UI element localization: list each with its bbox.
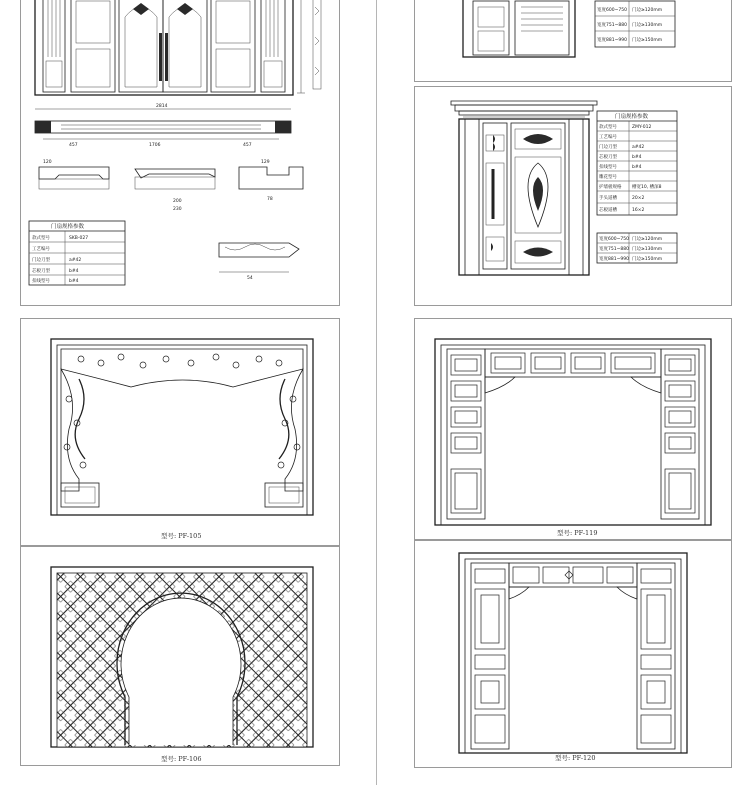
spec-key: 芯板刀型	[32, 269, 50, 274]
door-drawing-sheet-top-right	[414, 0, 732, 82]
dim-label: 2814	[156, 104, 168, 109]
spec-key: 款式型号	[32, 236, 50, 241]
spec-key: 工艺编号	[599, 135, 617, 140]
moon-gate-lattice-drawing	[21, 547, 340, 766]
spec-key: 工艺编号	[32, 247, 50, 252]
width-key: 宽度751~880	[597, 23, 627, 28]
spec-value: b#4	[632, 155, 642, 160]
door-elevation-partial	[415, 0, 732, 82]
spec-key: 款式型号	[599, 125, 617, 130]
spec-key: 芯板道槽	[599, 208, 617, 213]
width-key: 宽度600~750	[597, 8, 627, 13]
dim-label: 457	[243, 143, 252, 148]
spec-table-title: 门扇规格参数	[51, 224, 85, 230]
arch-sheet-pf120	[414, 540, 732, 768]
spec-table-title: 门扇规格参数	[615, 114, 649, 120]
dim-label: 230	[173, 207, 182, 212]
arch-sheet-pf119	[414, 318, 732, 540]
width-value: 门边≥130mm	[632, 23, 663, 28]
spec-value: a#42	[69, 258, 82, 263]
spec-key: 门边刀型	[32, 258, 50, 263]
width-value: 门边≥120mm	[632, 237, 663, 242]
model-label: 型号: PF-105	[161, 532, 202, 540]
width-key: 宽度751~880	[599, 247, 629, 252]
vertical-divider	[376, 0, 377, 785]
spec-value: 槽宽10, 槽深8	[632, 185, 662, 190]
spec-value: 20×2	[632, 196, 645, 201]
width-key: 宽度881~990	[597, 38, 627, 43]
arch-sheet-pf106	[20, 546, 340, 766]
door-drawing-sheet-zmy012	[414, 86, 732, 306]
door-spec-table-zmy	[597, 111, 677, 215]
dim-label: 120	[43, 160, 52, 165]
spec-value: a#42	[632, 145, 645, 150]
dim-label: 54	[247, 276, 253, 281]
model-label: 型号: PF-119	[557, 529, 598, 537]
width-key: 宽度881~990	[599, 257, 629, 262]
spec-key: 手头道槽	[599, 196, 617, 201]
door-drawing-sheet-skb027	[20, 0, 340, 306]
spec-value: b#4	[632, 165, 642, 170]
spec-value: b#4	[69, 279, 79, 284]
spec-key: 雕花型号	[599, 175, 617, 180]
width-value: 门边≥150mm	[632, 38, 663, 43]
lattice-arch-drawing	[415, 319, 732, 540]
spec-value: b#4	[69, 269, 79, 274]
model-label: 型号: PF-120	[555, 754, 596, 762]
door-elevation-drawing	[21, 0, 340, 306]
spec-key: 芯板刀型	[599, 155, 617, 160]
door-spec-table	[29, 221, 125, 285]
width-value: 门边≥150mm	[632, 257, 663, 262]
spec-key: 门边刀型	[599, 145, 617, 150]
spec-value: ZMY-012	[632, 125, 652, 130]
arch-sheet-pf105	[20, 318, 340, 546]
spec-value: SKB-027	[69, 236, 89, 241]
model-label: 型号: PF-106	[161, 755, 202, 763]
spec-value: 16×2	[632, 208, 645, 213]
dim-label: 457	[69, 143, 78, 148]
door-elevation-with-cornice	[415, 87, 732, 306]
dim-label: 200	[173, 199, 182, 204]
width-value: 门边≥120mm	[632, 8, 663, 13]
spec-key: 扣线型号	[32, 279, 50, 284]
spec-key: 护墙板规格	[599, 185, 622, 190]
dim-label: 78	[267, 197, 273, 202]
spec-key: 扣线型号	[599, 165, 617, 170]
plum-blossom-arch-drawing	[21, 319, 340, 546]
lattice-frame-arch-drawing	[415, 541, 732, 768]
width-spec-table-zmy	[597, 233, 677, 263]
dim-label: 129	[261, 160, 270, 165]
width-spec-table	[595, 1, 675, 47]
width-value: 门边≥130mm	[632, 247, 663, 252]
width-key: 宽度600~750	[599, 237, 629, 242]
dim-label: 1706	[149, 143, 161, 148]
